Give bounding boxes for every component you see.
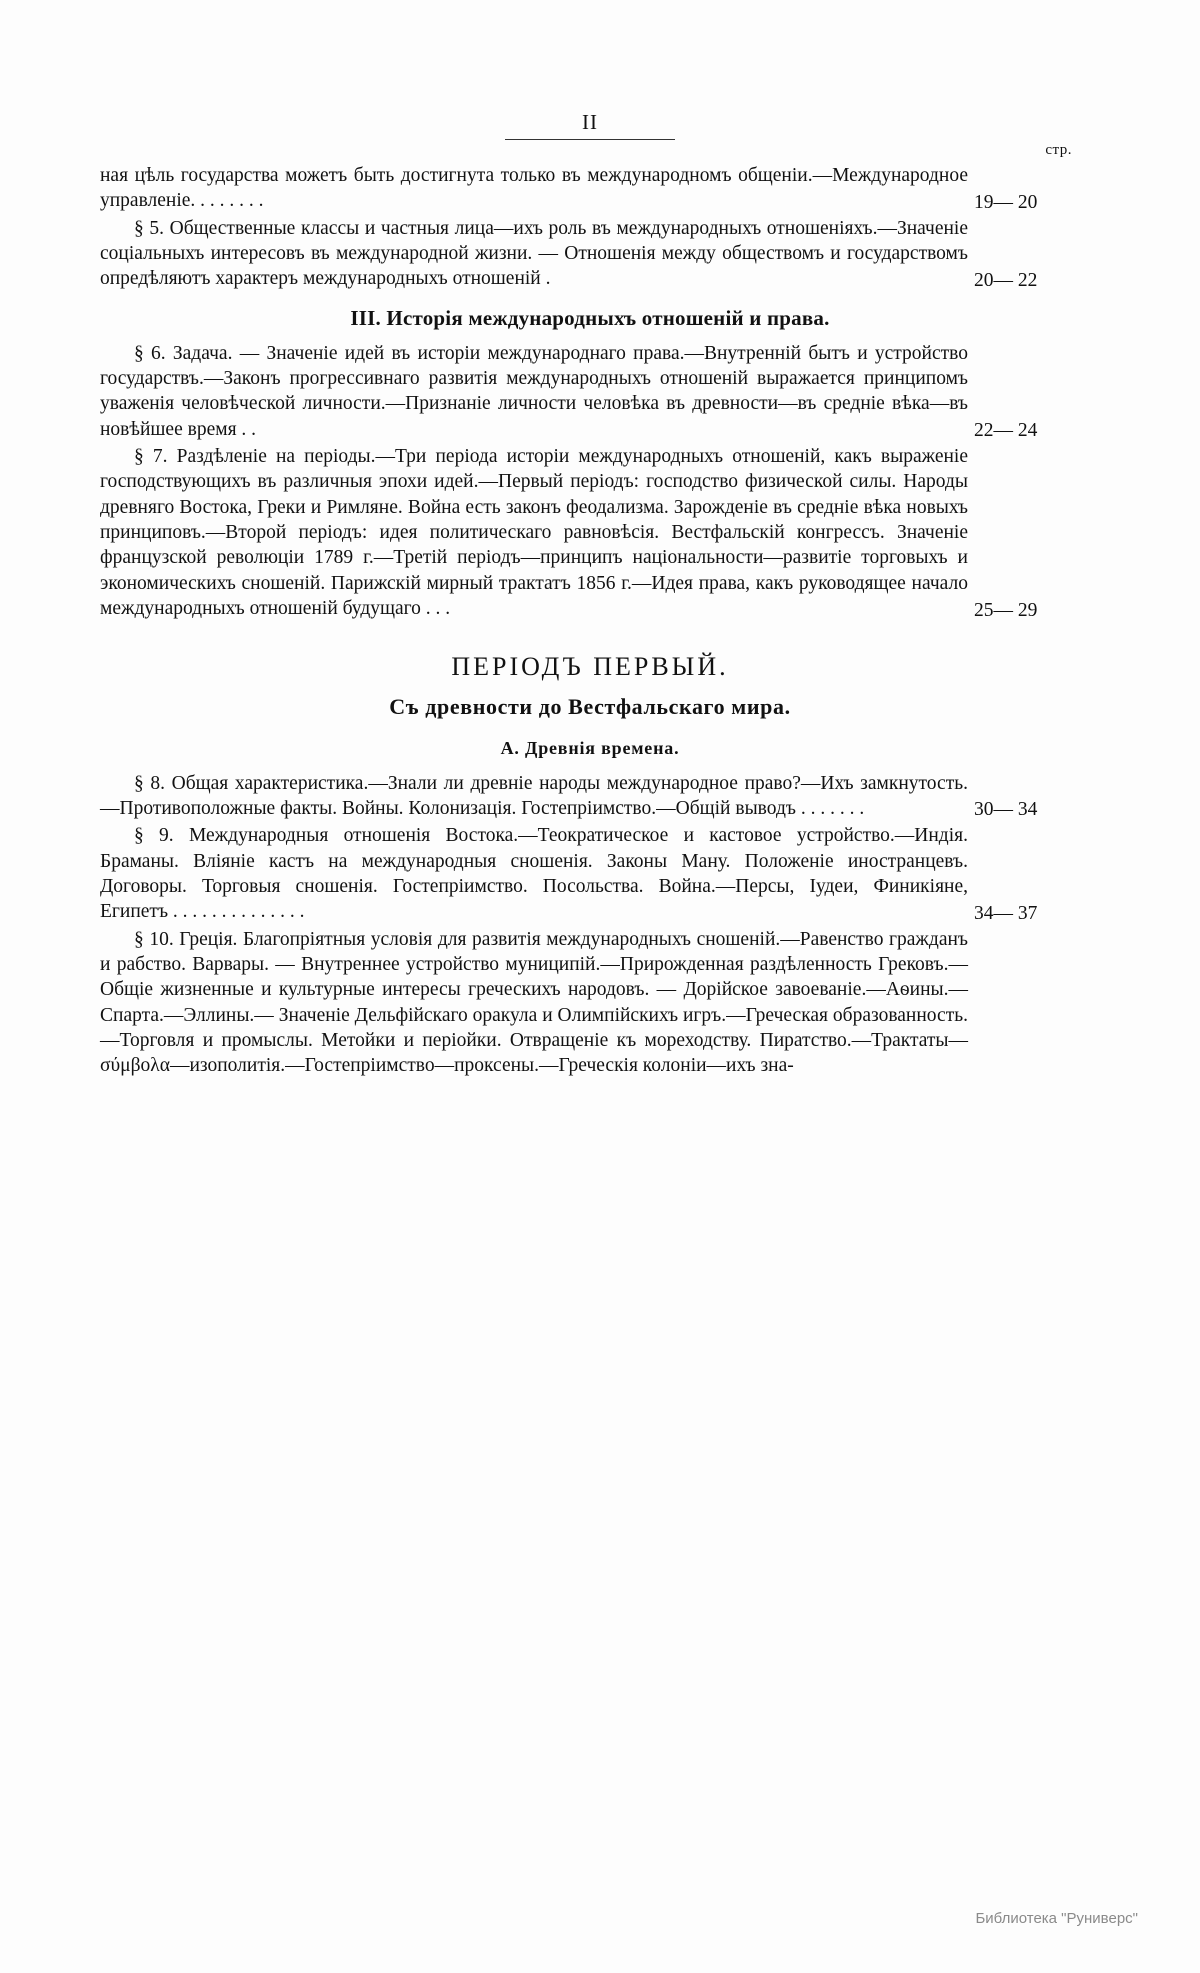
toc-entry-text: § 7. Раздѣленіе на періоды.—Три періода исторіи международныхъ отношеній, какъ выраженіе господствующихъ въ различныя эпохи идей.—Первый періодъ: господство физической силы. Народы древняго Востока, Греки и Римляне. Война есть законъ феодализма. Зарожденіе въ среднie вѣка новыхъ принциповъ.—Второй періодъ: идея политическаго равновѣсія. Вестфальскій конгрессъ. Значеніе французской революціи 1789 г.—Третій періодъ—принципъ національности—развитіе торговыхъ и экономическихъ сношеній. Парижскій мирный трактатъ 1856 г.—Идея права, какъ руководящее начало международныхъ отношеній будущаго . . . xyxy=(100,446,968,620)
chapter-heading-3: III. Исторія международныхъ отношеній и права. xyxy=(350,305,830,330)
library-credit: Библиотека "Руниверс" xyxy=(975,1910,1138,1927)
toc-entry-text: § 5. Общественные классы и частныя лица—ихъ роль въ международныхъ отношеніяхъ.—Значеніе соціальныхъ интересовъ въ международной жизни. — Отношенія между обществомъ и государствомъ опредѣляютъ характеръ международныхъ отношеній . xyxy=(100,217,968,290)
toc-entry-text: § 9. Международныя отношенія Востока.—Теократическое и кастовое устройство.—Индія. Браманы. Вліяніе кастъ на международныя сношенія. Законы Ману. Положеніе иностранцевъ. Договоры. Торговыя сношенія. Гостепріимство. Посольства. Война.—Персы, Іудеи, Финикіяне, Египетъ . . . . . . . . . . . . . . xyxy=(100,825,968,923)
header-divider xyxy=(505,139,675,140)
toc-entry-pages: 22— 24 xyxy=(974,420,1038,442)
toc-entry xyxy=(100,163,1080,214)
toc-entry-pages: 19— 20 xyxy=(974,191,1038,213)
toc-entry xyxy=(100,444,1080,621)
page-content xyxy=(100,110,1080,1081)
period-subtitle: Съ древности до Вестфальскаго мира. xyxy=(389,693,791,719)
period-title: ПЕРІОДЪ ПЕРВЫЙ. xyxy=(451,651,729,681)
toc-entry-text: § 10. Греція. Благопріятныя условія для развитія международныхъ сношеній.—Равенство гражданъ и рабство. Варвары. — Внутреннее устройство муниципій.—Прирожденная раздѣленность Грековъ.— Общіе жизненные и культурные интересы греческихъ народовъ. — Дорійское завоеваніе.—Аѳины.—Спарта.—Эллины.— Значеніе Дельфійскаго оракула и Олимпійскихъ игръ.—Греческая образованность.—Торговля и промыслы. Метойки и періойки. Отвращеніе къ мореходству. Пиратство.—Трактаты—σύμβολα—изополитія.—Гостепріимство—проксены.—Греческія колоніи—ихъ зна- xyxy=(100,928,968,1077)
toc-entry xyxy=(100,927,1080,1079)
toc-entry xyxy=(100,216,1080,292)
page-number: II xyxy=(582,110,598,134)
toc-entry xyxy=(100,823,1080,924)
toc-entry-text: § 6. Задача. — Значеніе идей въ исторіи международнаго права.—Внутренній бытъ и устройство государствъ.—Законъ прогрессивнаго развитія международныхъ отношеній выражается принципомъ уваженія человѣческой личности.—Признаніе личности человѣка въ древности—въ средніе вѣка—въ новѣйшее время . . xyxy=(100,342,968,440)
toc-entry-pages: 25— 29 xyxy=(974,599,1038,621)
toc-entry-text: § 8. Общая характеристика.—Знали ли древніе народы международное право?—Ихъ замкнутость.—Противоположные факты. Войны. Колонизація. Гостепріимство.—Общій выводъ . . . . . . . xyxy=(100,772,968,819)
section-heading-a: А. Древнія времена. xyxy=(500,737,680,758)
column-header-pages: стр. xyxy=(1045,142,1072,158)
toc-entry xyxy=(100,771,1080,822)
toc-entry-pages: 20— 22 xyxy=(974,269,1038,291)
toc-entry-pages: 34— 37 xyxy=(974,902,1038,924)
toc-entry xyxy=(100,341,1080,442)
toc-entry-text: ная цѣль государства можетъ быть достигнута только въ международномъ общеніи.—Международное управленіе. . . . . . . . xyxy=(100,165,968,212)
toc-entry-pages: 30— 34 xyxy=(974,799,1038,821)
